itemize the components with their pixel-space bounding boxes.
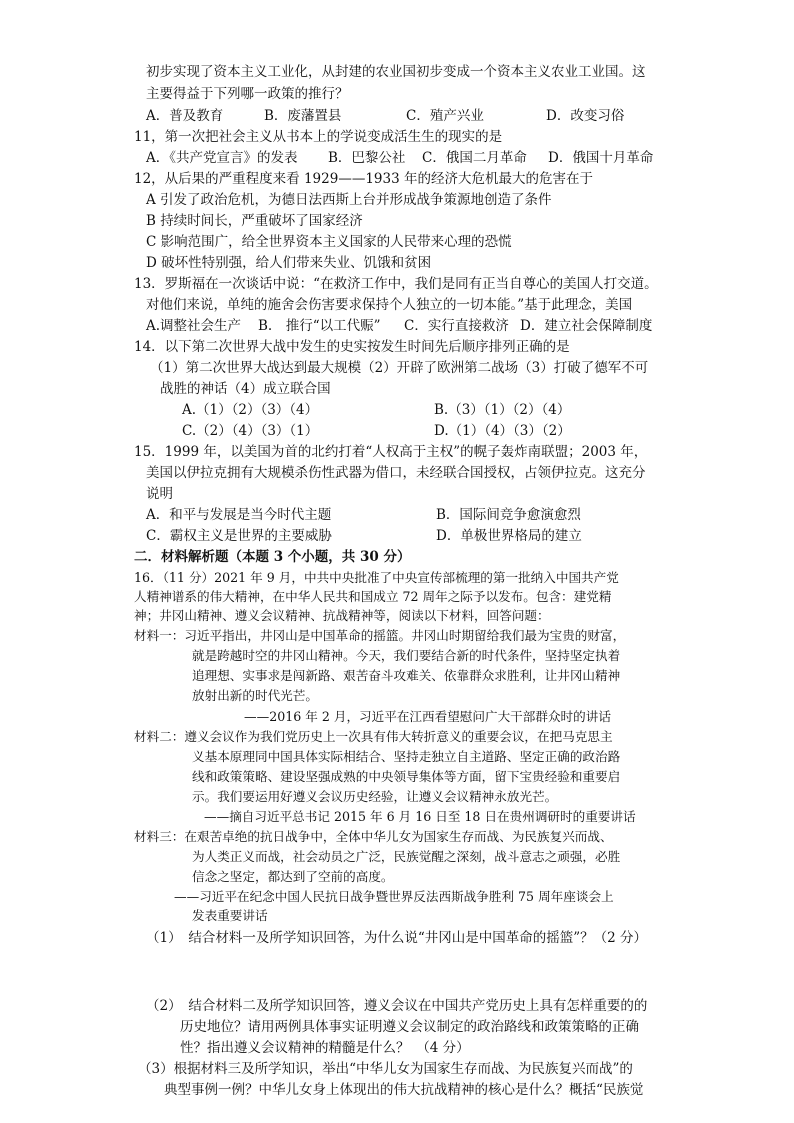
- q15-option-c: C．霸权主义是世界的主要威胁: [146, 528, 332, 544]
- q12-option-c: C 影响范围广，给全世界资本主义国家的人民带来心理的恐慌: [146, 234, 512, 250]
- q16-intro-line-1: 16．（11 分）2021 年 9 月，中共中央批准了中央宣传部梳理的第一批纳入中国共产党: [134, 570, 619, 585]
- q16-sub-question-2-line-2: 历史地位？请用两例具体事实证明遵义会议制定的政治路线和政策策略的正确: [180, 1019, 639, 1035]
- q10-option-b: B．废藩置县: [264, 108, 342, 124]
- q11-stem: 11，第一次把社会主义从书本上的学说变成活生生的现实的是: [134, 129, 503, 145]
- material-3-source-line-2: 发表重要讲话: [192, 908, 268, 923]
- q16-sub-question-2-line-3: 性？指出遵义会议精神的精髓是什么？ （4 分）: [180, 1040, 470, 1056]
- q15-option-d: D．单极世界格局的建立: [436, 528, 582, 544]
- q13-stem-line-1: 13．罗斯福在一次谈话中说：“在救济工作中，我们是同有正当自尊心的美国人打交道。: [134, 276, 658, 292]
- material-1-line-2: 就是跨越时空的井冈山精神。今天，我们要结合新的时代条件，坚持坚定执着: [192, 648, 621, 663]
- q11-option-d: D．俄国十月革命: [548, 150, 654, 166]
- q16-sub-question-2-line-1: （2） 结合材料二及所学知识回答，遵义会议在中国共产党历史上具有怎样重要的的: [146, 998, 648, 1014]
- q15-stem-line-1: 15．1999 年，以美国为首的北约打着“人权高于主权”的幌子轰炸南联盟；2003 年，: [134, 444, 648, 460]
- q12-stem: 12，从后果的严重程度来看 1929——1933 年的经济大危机最大的危害在于: [134, 171, 593, 187]
- q14-option-d: D.（1）（4）（3）（2）: [434, 423, 571, 439]
- material-2-line-1: 材料二：遵义会议作为我们党历史上一次具有伟大转折意义的重要会议，在把马克思主: [134, 729, 613, 744]
- material-2-line-4: 示。我们要运用好遵义会议历史经验，让遵义会议精神永放光芒。: [192, 789, 558, 804]
- material-2-line-3: 线和政策策略、建设坚强成熟的中央领导集体等方面，留下宝贵经验和重要启: [192, 769, 621, 784]
- q15-stem-line-2: 美国以伊拉克拥有大规模杀伤性武器为借口，未经联合国授权，占领伊拉克。这充分: [146, 465, 646, 481]
- q10-option-c: C．殖产兴业: [406, 108, 484, 124]
- q13-stem-line-2: 对他们来说，单纯的施舍会伤害要求保持个人独立的一切本能。”基于此理念，美国: [146, 297, 633, 313]
- material-1-line-4: 放射出新的时代光芒。: [192, 688, 318, 703]
- q12-option-d: D 破坏性特别强，给人们带来失业、饥饿和贫困: [146, 255, 432, 271]
- material-2-source: ——摘自习近平总书记 2015 年 6 月 16 日至 18 日在贵州调研时的重要讲话: [204, 809, 636, 824]
- q15-option-a: A．和平与发展是当今时代主题: [146, 507, 332, 523]
- q11-option-a: A．《共产党宣言》的发表: [146, 150, 298, 166]
- q11-option-c: C．俄国二月革命: [422, 150, 527, 166]
- q16-sub-question-3-line-1: （3）根据材料三及所学知识，举出“中华儿女为国家生存而战、为民族复兴而战”的: [138, 1061, 633, 1077]
- material-3-line-1: 材料三：在艰苦卓绝的抗日战争中，全体中华儿女为国家生存而战、为民族复兴而战、: [134, 829, 613, 844]
- q16-sub-question-1: （1） 结合材料一及所学知识回答，为什么说“井冈山是中国革命的摇篮”？（2 分）: [146, 930, 648, 946]
- material-1-line-1: 材料一：习近平指出，井冈山是中国革命的摇篮。井冈山时期留给我们最为宝贵的财富，: [134, 628, 626, 643]
- q11-option-b: B．巴黎公社: [328, 150, 406, 166]
- q10-stem-line-2: 主要得益于下列哪一政策的推行？: [146, 86, 349, 102]
- q16-sub-question-3-line-2: 典型事例一例？中华儿女身上体现出的伟大抗战精神的核心是什么？概括“民族觉: [164, 1082, 644, 1098]
- q13-option-c: C．实行直接救济: [404, 318, 509, 334]
- q13-option-d: D．建立社会保障制度: [520, 318, 653, 334]
- material-3-line-3: 信念之坚定，都达到了空前的高度。: [192, 869, 394, 884]
- q10-option-d: D．改变习俗: [546, 108, 625, 124]
- q14-option-b: B.（3）（1）（2）（4）: [434, 402, 571, 418]
- material-2-line-2: 义基本原理同中国具体实际相结合、坚持走独立自主道路、坚定正确的政治路: [192, 749, 621, 764]
- q10-stem-line-1: 初步实现了资本主义工业化，从封建的农业国初步变成一个资本主义农业工业国。这: [146, 64, 646, 80]
- q13-option-a: A.调整社会生产: [146, 318, 242, 334]
- q12-option-b: B 持续时间长，严重破坏了国家经济: [146, 213, 363, 229]
- q14-stem: 14．以下第二次世界大战中发生的史实按发生时间先后顺序排列正确的是: [134, 339, 570, 355]
- q12-option-a: A 引发了政治危机，为德日法西斯上台并形成战争策源地创造了条件: [146, 192, 552, 208]
- q14-events-line-2: 战胜的神话（4）成立联合国: [160, 381, 331, 397]
- q14-events-line-1: （1）第二次世界大战达到最大规模（2）开辟了欧洲第二战场（3）打破了德军不可: [150, 360, 649, 376]
- q13-option-b: B. 推行“以工代赈”: [258, 318, 381, 334]
- q14-option-c: C.（2）（4）（3）（1）: [182, 423, 319, 439]
- q10-option-a: A．普及教育: [146, 108, 224, 124]
- q11-options: [146, 148, 653, 168]
- q10-options: [146, 106, 624, 126]
- material-1-source: ——2016 年 2 月，习近平在江西看望慰问广大干部群众时的讲话: [244, 709, 611, 724]
- material-3-source-line-1: ——习近平在纪念中国人民抗日战争暨世界反法西斯战争胜利 75 周年座谈会上: [174, 889, 614, 904]
- material-1-line-3: 追理想、实事求是闯新路、艰苦奋斗攻难关、依靠群众求胜利，让井冈山精神: [192, 668, 621, 683]
- q15-stem-line-3: 说明: [146, 486, 173, 502]
- q14-option-a: A.（1）（2）（3）（4）: [182, 402, 319, 418]
- q16-intro-line-3: 神；井冈山精神、遵义会议精神、抗战精神等，阅读以下材料，回答问题：: [134, 608, 550, 623]
- q15-option-b: B．国际间竞争愈演愈烈: [436, 507, 581, 523]
- q13-options: [146, 316, 652, 336]
- section-2-heading: 二．材料解析题（本题 3 个小题，共 30 分）: [134, 549, 411, 565]
- q16-intro-line-2: 人精神谱系的伟大精神，在中华人民共和国成立 72 周年之际予以发布。包含：建党精: [134, 589, 612, 604]
- material-3-line-2: 为人类正义而战，社会动员之广泛，民族觉醒之深刻，战斗意志之顽强，必胜: [192, 849, 621, 864]
